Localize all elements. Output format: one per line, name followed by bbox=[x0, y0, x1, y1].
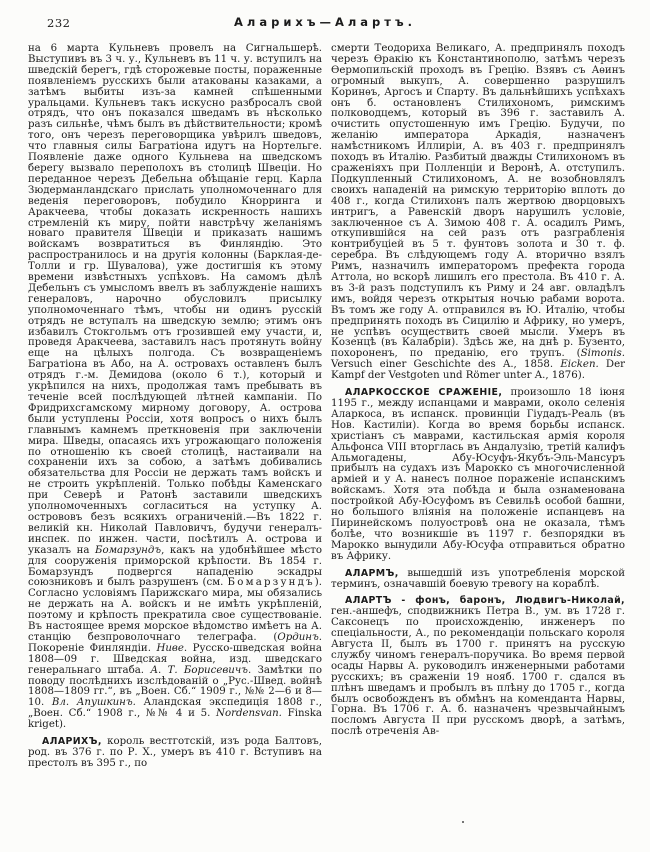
column-right bbox=[331, 44, 625, 770]
text-segment: А. Т. Борисевичъ. bbox=[150, 664, 252, 676]
text-segment: Ниве. bbox=[156, 642, 188, 654]
text-segment: король вестготскій, изъ рода Балтовъ, род. въ 376 г. по Р. Х., умеръ въ 410 г. Вступивъ на престолъ въ 395 г., по bbox=[28, 736, 322, 769]
text-segment: Versuch einer Geschichte des A., 1858. bbox=[331, 359, 561, 371]
text-segment: смерти Теодориха Великаго, А. предпринялъ походъ черезъ Ѳракію къ Константинополю, затѣмъ черезъ Ѳермопильскій проходъ въ Грецію. Взявъ съ Аѳинъ огромный выкупъ, А. совершенно разрушилъ Коринѳъ, Аргосъ и Спарту. Въ дальнѣйшихъ успѣхахъ онъ б. остановленъ Стилихономъ, римскимъ полководцемъ, который въ 396 г. заставилъ А. очистить опустошенную имъ Грецію. Будучи, по желанію императора Аркадія, назначенъ намѣстникомъ Иллиріи, А. въ 403 г. предпринялъ походъ въ Италію. Разбитый дважды Стилихономъ въ сраженіяхъ при Полленціи и Веронѣ, А. отступилъ. Подкупленный Стилихономъ, А. не возобновлялъ своихъ нападеній на римскую территорію вплоть до 408 г., когда Стилихонъ палъ жертвою дворцовыхъ интригъ, а Равенскій дворъ нарушилъ условіе, заключенное съ А. Зимою 408 г. А. осадилъ Римъ, откупившійся на сей разъ отъ разграбленія контрибуціей въ 5 т. фунтовъ золота и 30 т. ф. серебра. Въ слѣдующемъ году А. вторично взялъ Римъ, назначилъ императоромъ префекта города Аттола, но вскорѣ лишилъ его престола. Въ 410 г. А. въ 3-й разъ подступилъ къ Риму и 24 авг. овладѣлъ имъ, войдя черезъ открытыя ночью рабами ворота. Въ томъ же году А. отправился въ Ю. Италію, чтобы предпринять походъ въ Сицилію и Африку, но умеръ, не успѣвъ осуществить своей мысли. Умеръ въ Козенцѣ (въ Калабріи). Здѣсь же, на днѣ р. Бузенто, похороненъ, по преданію, его трупъ. ( bbox=[331, 43, 625, 360]
text-segment: Simonis. bbox=[580, 348, 625, 360]
entry-headword: АЛАРТЪ - фонъ, баронъ, Людвигъ-Николай, bbox=[345, 595, 625, 607]
ink-dot bbox=[462, 821, 464, 823]
page-header bbox=[0, 15, 650, 31]
text-segment: Бомарзундъ bbox=[94, 544, 162, 556]
paragraph-alarich-continuation bbox=[331, 44, 625, 382]
text-segment: Бомарзундъ bbox=[227, 577, 315, 589]
entry-paragraph-alarkos-battle bbox=[331, 388, 625, 563]
column-left bbox=[28, 44, 322, 770]
paragraph-aland-continuation bbox=[28, 44, 322, 731]
entry-headword: АЛАРКОССКОЕ СРАЖЕНІЕ, bbox=[345, 387, 503, 399]
text-segment: Аландская экспедиція 1808 г., „Воен. Сб.“ 1908 г., №№ 4 и 5. bbox=[28, 697, 322, 720]
text-segment: Русско-шведская война 1808—09 г. Шведская война, изд. шведскаго генеральнаго штаба. bbox=[28, 642, 322, 676]
text-segment: Замѣтки по поводу послѣднихъ изслѣдованій о „Рус.-Швед. войнѣ 1808—1809 гг.“, въ „Воен. Сб.“ 1909 г., №№ 2—6 и 8—10. bbox=[28, 664, 322, 709]
entry-paragraph-alarm bbox=[331, 569, 625, 591]
text-segment: Finska kriget). bbox=[28, 708, 323, 731]
text-segment: вышедшій изъ употребленія морской терминъ, означавшій боевую тревогу на кораблѣ. bbox=[331, 567, 625, 590]
text-columns bbox=[28, 44, 625, 770]
text-segment: Вл. Апушкинъ. bbox=[51, 697, 136, 709]
text-segment: , какъ на удобнѣйшее мѣсто для сооруженія приморской крѣпости. Въ 1854 г. Бомарзундъ подвергся нападенію эскадры союзниковъ и былъ разрушенъ (см. bbox=[28, 544, 322, 589]
entry-paragraph-alart-von bbox=[331, 596, 625, 738]
entry-paragraph-alarich bbox=[28, 737, 322, 770]
page-number: 232 bbox=[47, 16, 71, 30]
text-segment: Nordensvan. bbox=[216, 708, 282, 720]
text-segment: произошло 18 іюня 1195 г., между испанцами и маврами, около селенія Аларкоса, въ испанск. провинціи Гіудадъ-Реаль (въ Нов. Кастиліи). Когда во время борьбы испанск. христіанъ съ маврами, кастильская армія короля Альфонса VIII вторглась въ Андалузію, третій калифъ Альмогадены, Абу-Юсуфъ-Якубъ-Эль-Мансуръ прибылъ на судахъ изъ Марокко съ многочисленной арміей и у А. нанесъ полное пораженіе испанскимъ войскамъ. Хотя эта побѣда и была ознаменована постройкой Абу-Юсуфомъ въ Севильѣ особой башни, но большого вліянія на положеніе испанцевъ на Пиринейскомъ полуостровѣ она не оказала, тѣмъ болѣе, что возникшіе въ 1197 г. безпорядки въ Марокко вынудили Абу-Юсуфа отправиться обратно въ Африку. bbox=[331, 387, 625, 562]
text-segment: Der Kampf der Vestgoten und Römer unter A., 1876). bbox=[331, 359, 626, 382]
text-segment: ). Согласно условіямъ Парижскаго мира, мы обязались не держать на А. войскъ и не имѣть укрѣпленій, поэтому и крѣпость прекратила свое существованіе. Въ настоящее время морское вѣдомство имѣетъ на А. станцію безпроволочнаго телеграфа. ( bbox=[28, 577, 322, 643]
entry-headword: АЛАРМЪ, bbox=[345, 567, 399, 579]
text-segment: Покореніе Финляндіи. bbox=[28, 642, 157, 654]
text-segment: на 6 марта Кульневъ провелъ на Сигнальшерѣ. Выступивъ въ 3 ч. у., Кульневъ въ 11 ч. у. вступилъ на шведскій берегъ, гдѣ сторожевые посты, пораженные появленіемъ русскихъ были атакованы казаками, а затѣмъ выбиты изъ-за камней спѣшенными уральцами. Кульневъ такъ искусно разбросалъ свой отрядъ, что онъ показался шведамъ въ нѣсколько разъ сильнѣе, чѣмъ былъ въ дѣйствительности; кромѣ того, онъ черезъ переговорщика увѣрилъ шведовъ, что главныя силы Багратіона идутъ на Нортельге. Появленіе даже одного Кульнева на шведскомъ берегу вызвало переполохъ въ столицѣ Швеціи. Но переданное черезъ Дебельна обѣщаніе герц. Карла Зюдерманландскаго прислать уполномоченнаго для веденія переговоровъ, побудило Кнорринга и Аракчеева, чтобы доказать искренность нашихъ стремленій къ миру, пойти навстрѣчу желаніямъ новаго правителя Швеціи и приказать нашимъ войскамъ возвратиться въ Финляндію. Это распространилось и на другія колонны (Барклая-де-Толли и гр. Шувалова), уже достигшія къ этому времени извѣстныхъ успѣховъ. На самомъ дѣлѣ Дебельнъ съ умысломъ ввелъ въ заблужденіе нашихъ генераловъ, нарочно обусловилъ присылку уполномоченнаго тѣмъ, чтобы ни одинъ русскій отрядъ не вступалъ на шведскую землю; этимъ онъ избавилъ Стокгольмъ отъ грозившей ему участи, и, проведя Аракчеева, заставилъ насъ протянуть войну еще на цѣлыхъ полгода. Съ возвращеніемъ Багратіона въ Або, на А. островахъ оставленъ былъ отрядъ г.-м. Демидова (около 6 т.), который и укрѣпился на нихъ, продолжая тамъ пребывать въ теченіе всей послѣдующей лѣтней кампаніи. По Фридрихсгамскому мирному договору, А. острова были уступлены Россіи, хотя вопросъ о нихъ былъ главнымъ камнемъ преткновенія при заключеніи мира. Шведы, опасаясь ихъ угрожающаго положенія по отношенію къ своей столицѣ, настаивали на сохраненіи ихъ за собою, а затѣмъ добивались обязательства для Россіи не держать тамъ войскъ и не строить укрѣпленій. Только побѣды Каменскаго при Северѣ и Ратонѣ заставили шведскихъ уполномоченныхъ согласиться на уступку А. острововъ безъ всякихъ ограниченій.—Въ 1822 г. великій кн. Николай Павловичъ, будучи генералъ-инспек. по инжен. части, посѣтилъ А. острова и указалъ на bbox=[28, 43, 322, 556]
entry-headword: АЛАРИХЪ, bbox=[42, 736, 102, 748]
running-title: Аларихъ—Алартъ. bbox=[234, 15, 416, 29]
text-segment: Eicken. bbox=[560, 359, 599, 371]
text-segment: Ординъ. bbox=[277, 631, 322, 643]
text-segment: ген.-аншефъ, сподвижникъ Петра В., ум. въ 1728 г. Саксонецъ по происхожденію, инженеръ по спеціальности, А., по рекомендаціи польскаго короля Августа II, былъ въ 1700 г. принятъ на русскую службу чиномъ генералъ-поручика. Во время первой осады Нарвы А. руководилъ инженерными работами русскихъ; въ сраженіи 19 нояб. 1700 г. сдался въ плѣнъ шведамъ и пробылъ въ плѣну до 1705 г., когда былъ освобожденъ въ обмѣнъ на коменданта Нарвы, Горна. Въ 1706 г. А. б. назначенъ чрезвычайнымъ посломъ Августа II при русскомъ дворѣ, а затѣмъ, послѣ отреченія Ав- bbox=[331, 606, 625, 738]
